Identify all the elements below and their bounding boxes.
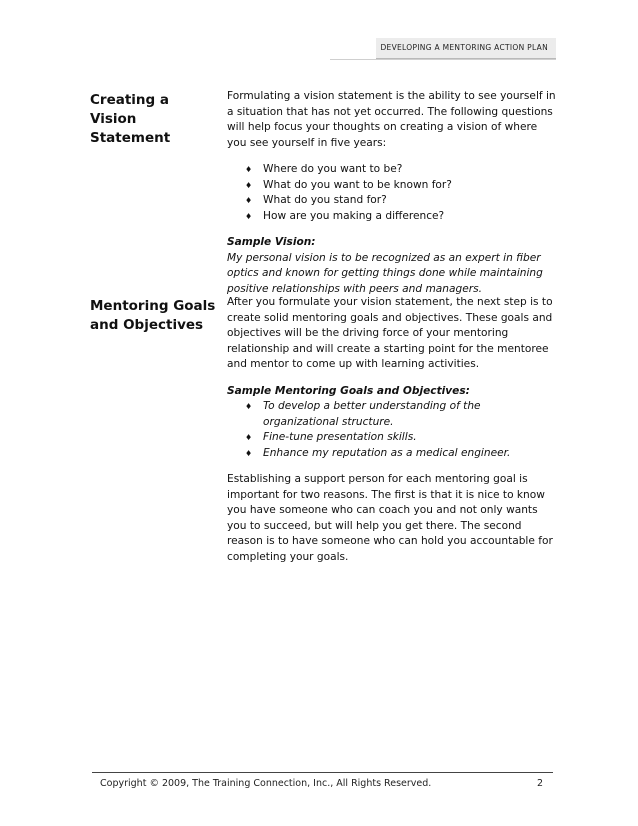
list-item: ♦ To develop a better understanding of the organizational structure. bbox=[245, 400, 481, 428]
list-item: ♦ Enhance my reputation as a medical engineer. bbox=[227, 446, 557, 462]
vision-intro: Formulating a vision statement is the ability to see yourself in a situation that has not yet occurred. The following questions will help focus your thoughts on creating a vision of where you see yourself in five years: bbox=[227, 90, 556, 149]
diamond-bullet-icon: ♦ bbox=[245, 448, 253, 458]
list-item: ♦ Fine-tune presentation skills. bbox=[227, 430, 557, 446]
diamond-bullet-icon: ♦ bbox=[245, 180, 253, 190]
diamond-bullet-icon: ♦ bbox=[245, 196, 253, 205]
list-item: ♦ What do you want to be known for? bbox=[227, 178, 557, 194]
goals-body bbox=[227, 295, 557, 565]
list-item: ♦ What do you stand for? bbox=[227, 193, 557, 209]
list-item: ♦ Where do you want to be? bbox=[227, 162, 557, 178]
diamond-bullet-icon: ♦ bbox=[245, 211, 253, 221]
diamond-bullet-icon: ♦ bbox=[245, 402, 253, 411]
running-title: DEVELOPING A MENTORING ACTION PLAN bbox=[380, 43, 548, 52]
list-item: ♦ How are you making a difference? bbox=[227, 209, 557, 225]
goals-heading: Mentoring Goals and Objectives bbox=[90, 298, 216, 333]
page-footer bbox=[100, 778, 543, 789]
diamond-bullet-icon: ♦ bbox=[245, 433, 253, 442]
sample-vision-text: My personal vision is to be recognized as an expert in fiber optics and known for getting things done while maintaining positive relationships with peers and managers. bbox=[227, 251, 543, 295]
vision-heading: Creating a Vision Statement bbox=[90, 92, 171, 146]
vision-questions bbox=[227, 162, 557, 224]
copyright-text: Copyright © 2009, The Training Connection, Inc., All Rights Reserved. bbox=[100, 778, 432, 789]
sample-goals-list bbox=[227, 399, 557, 461]
footer-rule bbox=[92, 772, 553, 773]
running-header bbox=[330, 38, 556, 60]
vision-body bbox=[227, 89, 557, 297]
sample-goals-label: Sample Mentoring Goals and Objectives: bbox=[227, 384, 470, 397]
sample-vision-label: Sample Vision: bbox=[227, 236, 316, 248]
diamond-bullet-icon: ♦ bbox=[245, 165, 253, 174]
goals-intro: After you formulate your vision statement, the next step is to create solid mentoring goals and objectives. These goals and objectives will be the driving force of your mentoring relationship and will create a starting point for the mentoree and mentor to come up with learning activities. bbox=[227, 296, 553, 370]
support-paragraph: Establishing a support person for each mentoring goal is important for two reasons. The first is that it is nice to know you have someone who can coach you and not only wants you to succeed, but will help you get there. The second reason is to have someone who can hold you accountable for completing your goals. bbox=[227, 473, 553, 563]
header-rule bbox=[330, 59, 556, 60]
page-number: 2 bbox=[536, 778, 543, 789]
